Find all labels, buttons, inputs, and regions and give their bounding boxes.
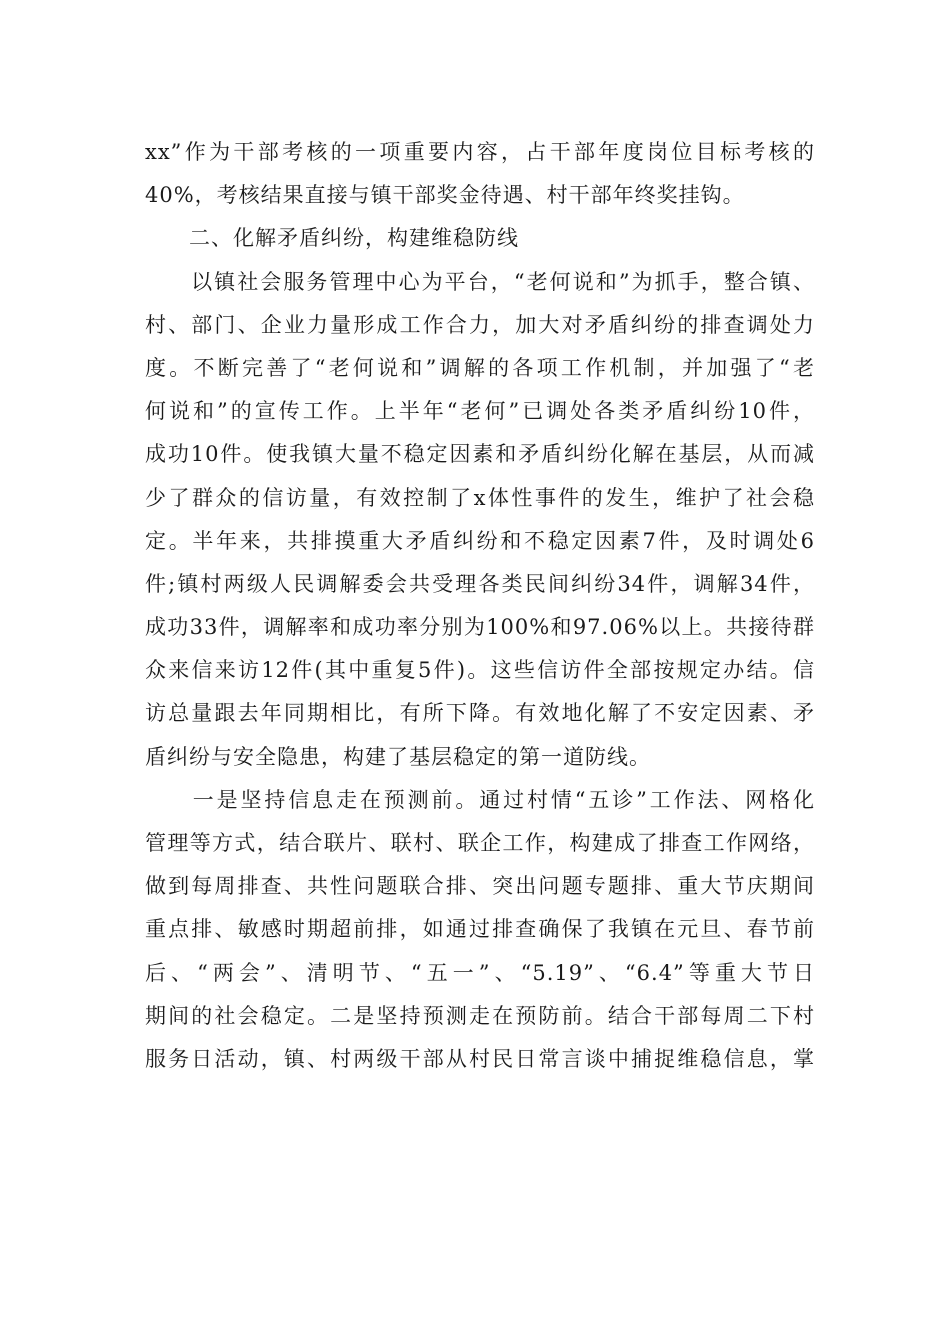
paragraph-dispute-resolution: [145, 261, 815, 779]
text-line: 期间的社会稳定。二是坚持预测走在预防前。结合干部每周二下村: [145, 1003, 815, 1028]
text-line: 度。不断完善了“老何说和”调解的各项工作机制，并加强了“老: [145, 355, 815, 380]
text-line: 盾纠纷与安全隐患，构建了基层稳定的第一道防线。: [145, 744, 651, 769]
text-line: 一是坚持信息走在预测前。通过村情“五诊”工作法、网格化: [145, 787, 815, 812]
text-line: 后、“两会”、清明节、“五一”、“5.19”、“6.4”等重大节日: [145, 960, 815, 985]
section-heading-text: 二、化解矛盾纠纷，构建维稳防线: [145, 226, 519, 251]
text-line: 村、部门、企业力量形成工作合力，加大对矛盾纠纷的排查调处力: [145, 312, 815, 337]
text-line: 做到每周排查、共性问题联合排、突出问题专题排、重大节庆期间: [145, 874, 815, 899]
text-line: 众来信来访12件(其中重复5件)。这些信访件全部按规定办结。信: [145, 658, 815, 683]
text-line: 成功10件。使我镇大量不稳定因素和矛盾纠纷化解在基层，从而减: [145, 442, 815, 467]
text-line: 服务日活动，镇、村两级干部从村民日常言谈中捕捉维稳信息，掌: [145, 1046, 815, 1071]
text-line: 重点排、敏感时期超前排，如通过排查确保了我镇在元旦、春节前: [145, 917, 815, 942]
text-line: 少了群众的信访量，有效控制了x体性事件的发生，维护了社会稳: [145, 485, 815, 510]
text-line: 访总量跟去年同期相比，有所下降。有效地化解了不安定因素、矛: [145, 701, 815, 726]
text-line: xx”作为干部考核的一项重要内容，占干部年度岗位目标考核的: [145, 140, 815, 164]
text-line: 40%，考核结果直接与镇干部奖金待遇、村干部年终奖挂钩。: [145, 183, 745, 208]
document-body: [145, 131, 815, 1081]
text-line: 何说和”的宣传工作。上半年“老何”已调处各类矛盾纠纷10件，: [145, 399, 815, 424]
text-line: 定。半年来，共排摸重大矛盾纠纷和不稳定因素7件，及时调处6: [145, 528, 815, 553]
paragraph-assessment-continued: [145, 131, 815, 217]
section-heading: [145, 217, 815, 260]
text-line: 成功33件，调解率和成功率分别为100%和97.06%以上。共接待群: [145, 615, 815, 640]
paragraph-information-first: [145, 779, 815, 1081]
text-line: 管理等方式，结合联片、联村、联企工作，构建成了排查工作网络，: [145, 831, 815, 855]
text-line: 以镇社会服务管理中心为平台，“老何说和”为抓手，整合镇、: [145, 269, 815, 294]
text-line: 件;镇村两级人民调解委会共受理各类民间纠纷34件，调解34件，: [145, 571, 815, 596]
